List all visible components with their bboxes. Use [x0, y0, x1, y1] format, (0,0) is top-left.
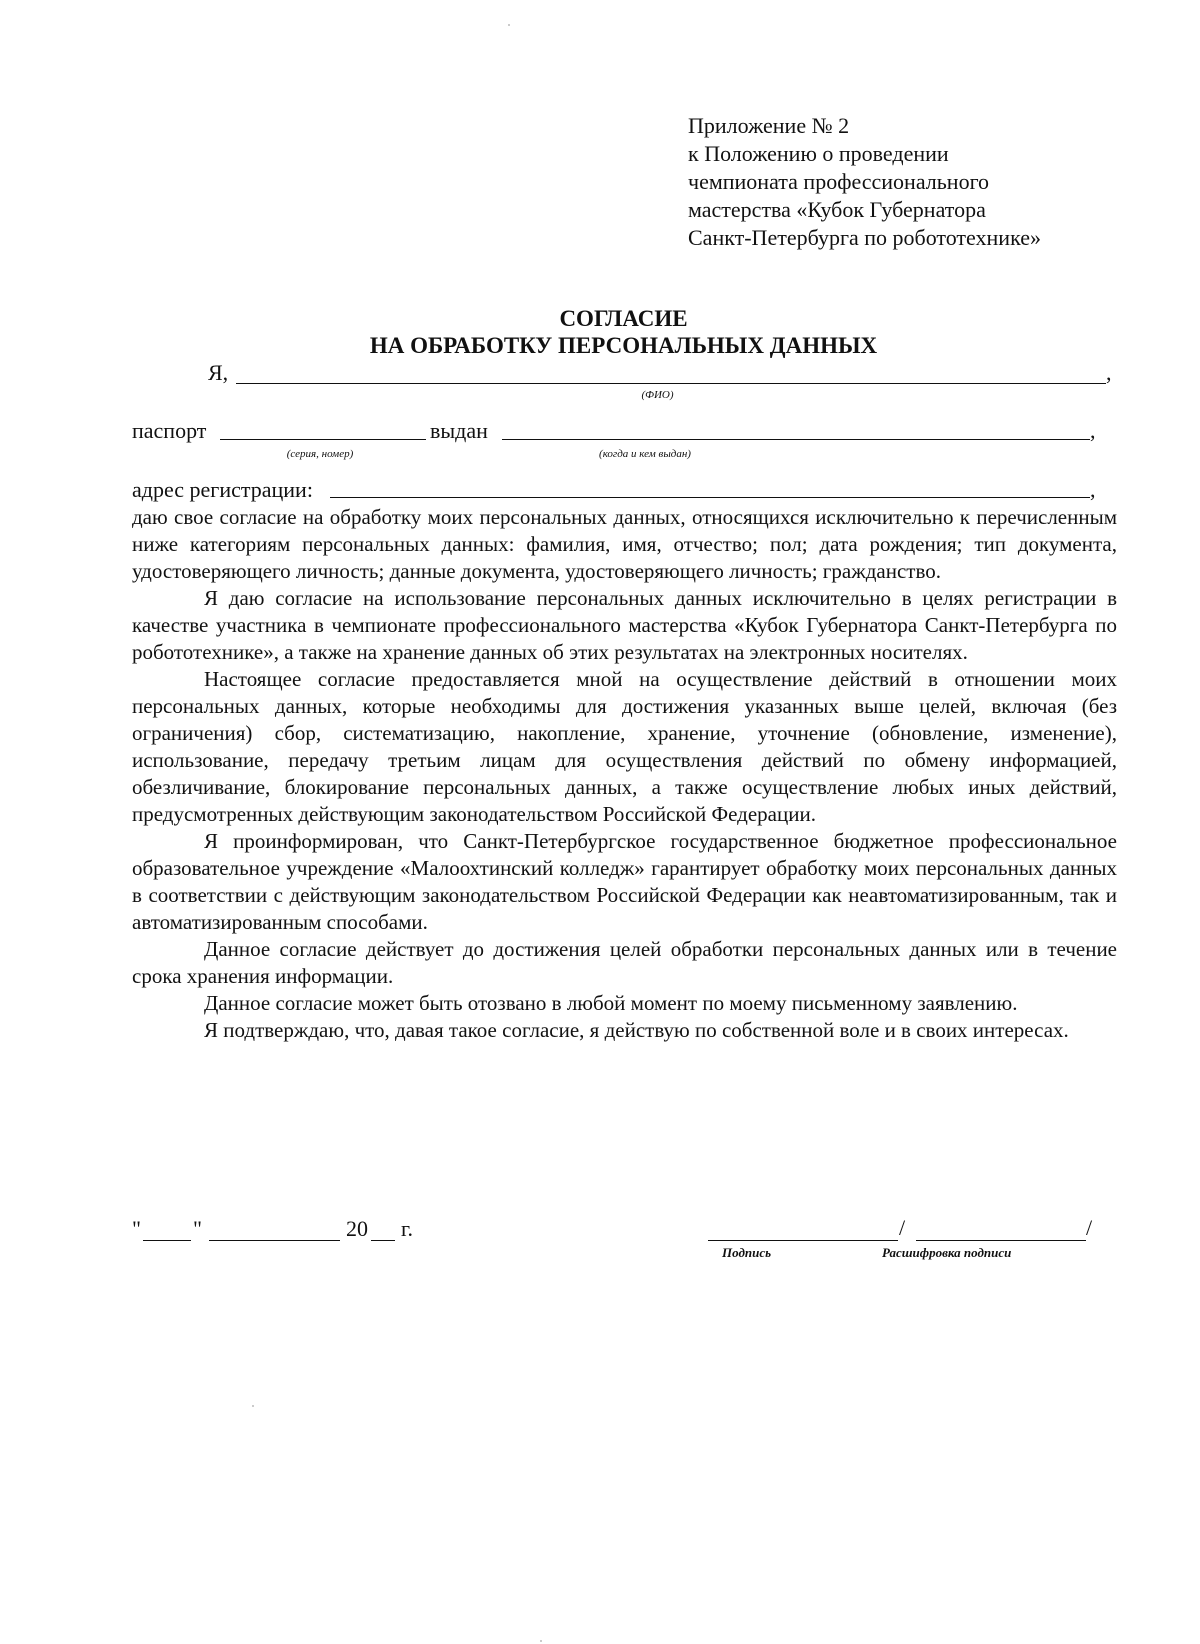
issued-by-field[interactable] — [502, 439, 1090, 440]
date-day-field[interactable] — [143, 1240, 191, 1241]
signature-hint: Подпись — [722, 1245, 772, 1260]
issued-comma: , — [1090, 418, 1096, 443]
passport-label: паспорт — [132, 418, 207, 443]
date-month-field[interactable] — [209, 1240, 340, 1241]
consent-paragraph: Настоящее согласие предоставляется мной на осуществление действий в отношении моих персональных данных, которые необходимы для достижения указанных выше целей, включая (без ограничения) сбор, систематизацию, накопление, хранение, уточнение (обновление, изменение), использование, передачу третьим лицам для осуществления действий по обмену информацией, обезличивание, блокирование персональных данных, а также осуществление любых иных действий, предусмотренных действующим законодательством Российской Федерации. — [132, 667, 1117, 826]
fio-comma: , — [1106, 360, 1112, 385]
appendix-line-5: Санкт-Петербурга по робототехнике» — [688, 225, 1041, 250]
address-field[interactable] — [330, 497, 1090, 498]
consent-paragraph: Я проинформирован, что Санкт-Петербургское государственное бюджетное профессиональное образовательное учреждение «Малоохтинский колледж» гарантирует обработку моих персональных данных в соответствии с действующим законодательством Российской Федерации как неавтоматизированным, так и автоматизированным способами. — [132, 829, 1117, 934]
fio-field[interactable] — [236, 383, 1106, 384]
issued-hint: (когда и кем выдан) — [599, 448, 691, 460]
consent-paragraph: Я даю согласие на использование персональных данных исключительно в целях регистрации в качестве участника в чемпионате профессионального мастерства «Кубок Губернатора Санкт-Петербурга по робототехнике», а также на хранение данных об этих результатах на электронных носителях. — [132, 586, 1117, 664]
consent-paragraph: Данное согласие действует до достижения целей обработки персональных данных или в течение срока хранения информации. — [132, 937, 1117, 988]
appendix-line-2: к Положению о проведении — [688, 141, 949, 166]
fio-hint: (ФИО) — [641, 389, 674, 401]
date-quote-close: " — [193, 1216, 202, 1241]
appendix-line-1: Приложение № 2 — [688, 113, 850, 138]
date-quote-open: " — [132, 1216, 141, 1241]
date-year-prefix: 20 — [346, 1216, 368, 1241]
consent-paragraph: Я подтверждаю, что, давая такое согласие, я действую по собственной воле и в своих интересах. — [204, 1018, 1069, 1042]
scan-speck — [252, 1405, 254, 1407]
document-title: СОГЛАСИЕ — [559, 306, 688, 331]
appendix-line-3: чемпионата профессионального — [688, 169, 990, 194]
appendix-line-4: мастерства «Кубок Губернатора — [688, 197, 986, 222]
signature-slash-right: / — [1086, 1215, 1093, 1240]
consent-paragraph: Данное согласие может быть отозвано в любой момент по моему письменному заявлению. — [204, 991, 1018, 1015]
document-subtitle: НА ОБРАБОТКУ ПЕРСОНАЛЬНЫХ ДАННЫХ — [369, 333, 878, 358]
date-year-suffix: г. — [401, 1216, 414, 1241]
signature-decode-hint: Расшифровка подписи — [882, 1245, 1012, 1260]
date-year-field[interactable] — [371, 1240, 395, 1241]
signature-slash-left: / — [899, 1215, 906, 1240]
issued-label: выдан — [430, 418, 488, 443]
scan-speck — [508, 24, 510, 26]
address-comma: , — [1090, 477, 1096, 502]
signature-decode-field[interactable] — [916, 1240, 1086, 1241]
passport-number-field[interactable] — [220, 439, 426, 440]
passport-hint: (серия, номер) — [286, 448, 354, 460]
consent-paragraph: даю свое согласие на обработку моих персональных данных, относящихся исключительно к перечисленным ниже категориям персональных данных: фамилия, имя, отчество; пол; дата рождения; тип документа, удостоверяющего личность; данные документа, удостоверяющего личность; гражданство. — [132, 505, 1117, 583]
signature-field[interactable] — [708, 1240, 898, 1241]
consent-body — [132, 504, 1117, 1044]
i-label: Я, — [208, 360, 229, 385]
scan-speck — [540, 1640, 542, 1642]
address-label: адрес регистрации: — [132, 477, 313, 502]
appendix-header — [688, 112, 1041, 252]
